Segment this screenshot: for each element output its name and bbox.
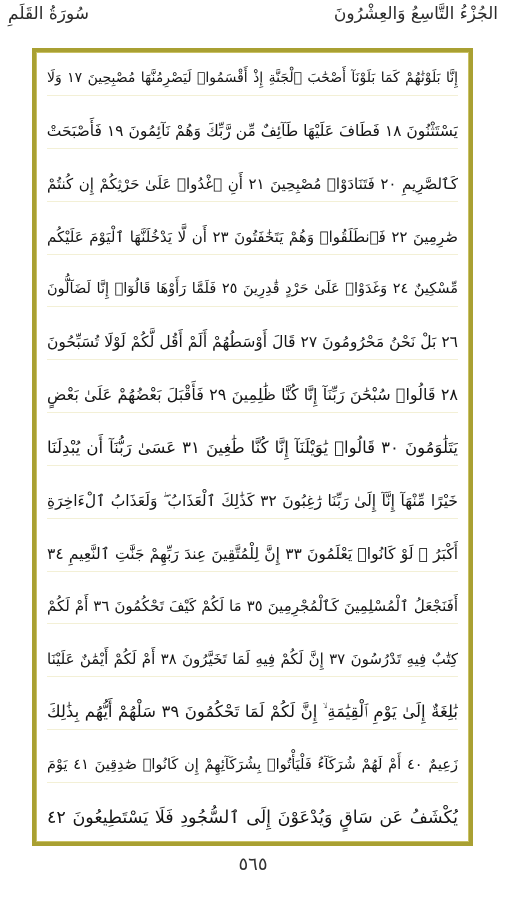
text-line-6: ٢٦ بَلْ نَحْنُ مَحْرُومُونَ ٢٧ قَالَ أَوْسَطُهُمْ أَلَمْ أَقُل لَّكُمْ لَوْلَا تُسَبِّحُونَ: [47, 325, 458, 360]
juz-title: الجُزْءُ التَّاسِعُ وَالعِشْرُونَ: [333, 4, 498, 24]
text-line-10: أَكْبَرُ ۚ لَوْ كَانُوا۟ يَعْلَمُونَ ٣٣ إِنَّ لِلْمُتَّقِينَ عِندَ رَبِّهِمْ جَنَّٰتِ ٱلنَّعِيمِ ٣٤: [47, 537, 458, 572]
text-line-1: إِنَّا بَلَوْنَٰهُمْ كَمَا بَلَوْنَآ أَصْحَٰبَ ٱلْجَنَّةِ إِذْ أَقْسَمُوا۟ لَيَصْرِمُنَّهَا مُصْبِحِينَ ١٧ وَلَا: [47, 61, 458, 96]
text-line-3: كَٱلصَّرِيمِ ٢٠ فَتَنَادَوْا۟ مُصْبِحِينَ ٢١ أَنِ ٱغْدُوا۟ عَلَىٰ حَرْثِكُمْ إِن كُنتُمْ: [47, 167, 458, 202]
text-line-5: مِّسْكِينٌ ٢٤ وَغَدَوْا۟ عَلَىٰ حَرْدٍ قَٰدِرِينَ ٢٥ فَلَمَّا رَأَوْهَا قَالُوٓا۟ إِنَّا لَضَآلُّونَ: [47, 272, 458, 307]
text-line-9: خَيْرًا مِّنْهَآ إِنَّآ إِلَىٰ رَبِّنَا رَٰغِبُونَ ٣٢ كَذَٰلِكَ ٱلْعَذَابُ ۖ وَلَعَذَابُ ٱلْءَاخِرَةِ: [47, 484, 458, 519]
text-line-11: أَفَنَجْعَلُ ٱلْمُسْلِمِينَ كَٱلْمُجْرِمِينَ ٣٥ مَا لَكُمْ كَيْفَ تَحْكُمُونَ ٣٦ أَمْ لَكُمْ: [47, 589, 458, 624]
text-line-4: صَٰرِمِينَ ٢٢ فَٱنطَلَقُوا۟ وَهُمْ يَتَخَٰفَتُونَ ٢٣ أَن لَّا يَدْخُلَنَّهَا ٱلْيَوْمَ عَلَيْكُم: [47, 220, 458, 255]
text-line-15: يُكْشَفُ عَن سَاقٍ وَيُدْعَوْنَ إِلَى ٱلسُّجُودِ فَلَا يَسْتَطِيعُونَ ٤٢: [47, 807, 458, 828]
page-frame: [32, 48, 473, 846]
page-header: [8, 4, 498, 34]
text-line-7: ٢٨ قَالُوا۟ سُبْحَٰنَ رَبِّنَآ إِنَّا كُنَّا ظَٰلِمِينَ ٢٩ فَأَقْبَلَ بَعْضُهُمْ عَلَىٰ بَعْضٍ: [47, 378, 458, 413]
surah-title: سُورَةُ القَلَمِ: [8, 4, 89, 24]
text-line-8: يَتَلَٰوَمُونَ ٣٠ قَالُوا۟ يَٰوَيْلَنَآ إِنَّا كُنَّا طَٰغِينَ ٣١ عَسَىٰ رَبُّنَآ أَن يُبْدِلَنَا: [47, 431, 458, 466]
text-line-14: زَعِيمٌ ٤٠ أَمْ لَهُمْ شُرَكَآءُ فَلْيَأْتُوا۟ بِشُرَكَآئِهِمْ إِن كَانُوا۟ صَٰدِقِينَ ٤١ يَوْمَ: [47, 748, 458, 783]
text-area: [36, 52, 469, 842]
text-line-13: بَٰلِغَةٌ إِلَىٰ يَوْمِ ٱلْقِيَٰمَةِ ۙ إِنَّ لَكُمْ لَمَا تَحْكُمُونَ ٣٩ سَلْهُمْ أَيُّهُم بِذَٰلِكَ: [47, 695, 458, 730]
page-number: ٥٦٥: [238, 854, 268, 875]
text-line-12: كِتَٰبٌ فِيهِ تَدْرُسُونَ ٣٧ إِنَّ لَكُمْ فِيهِ لَمَا تَخَيَّرُونَ ٣٨ أَمْ لَكُمْ أَيْمَٰنٌ عَلَيْنَا: [47, 642, 458, 677]
text-line-2: يَسْتَثْنُونَ ١٨ فَطَافَ عَلَيْهَا طَآئِفٌ مِّن رَّبِّكَ وَهُمْ نَآئِمُونَ ١٩ فَأَصْبَحَتْ: [47, 114, 458, 149]
